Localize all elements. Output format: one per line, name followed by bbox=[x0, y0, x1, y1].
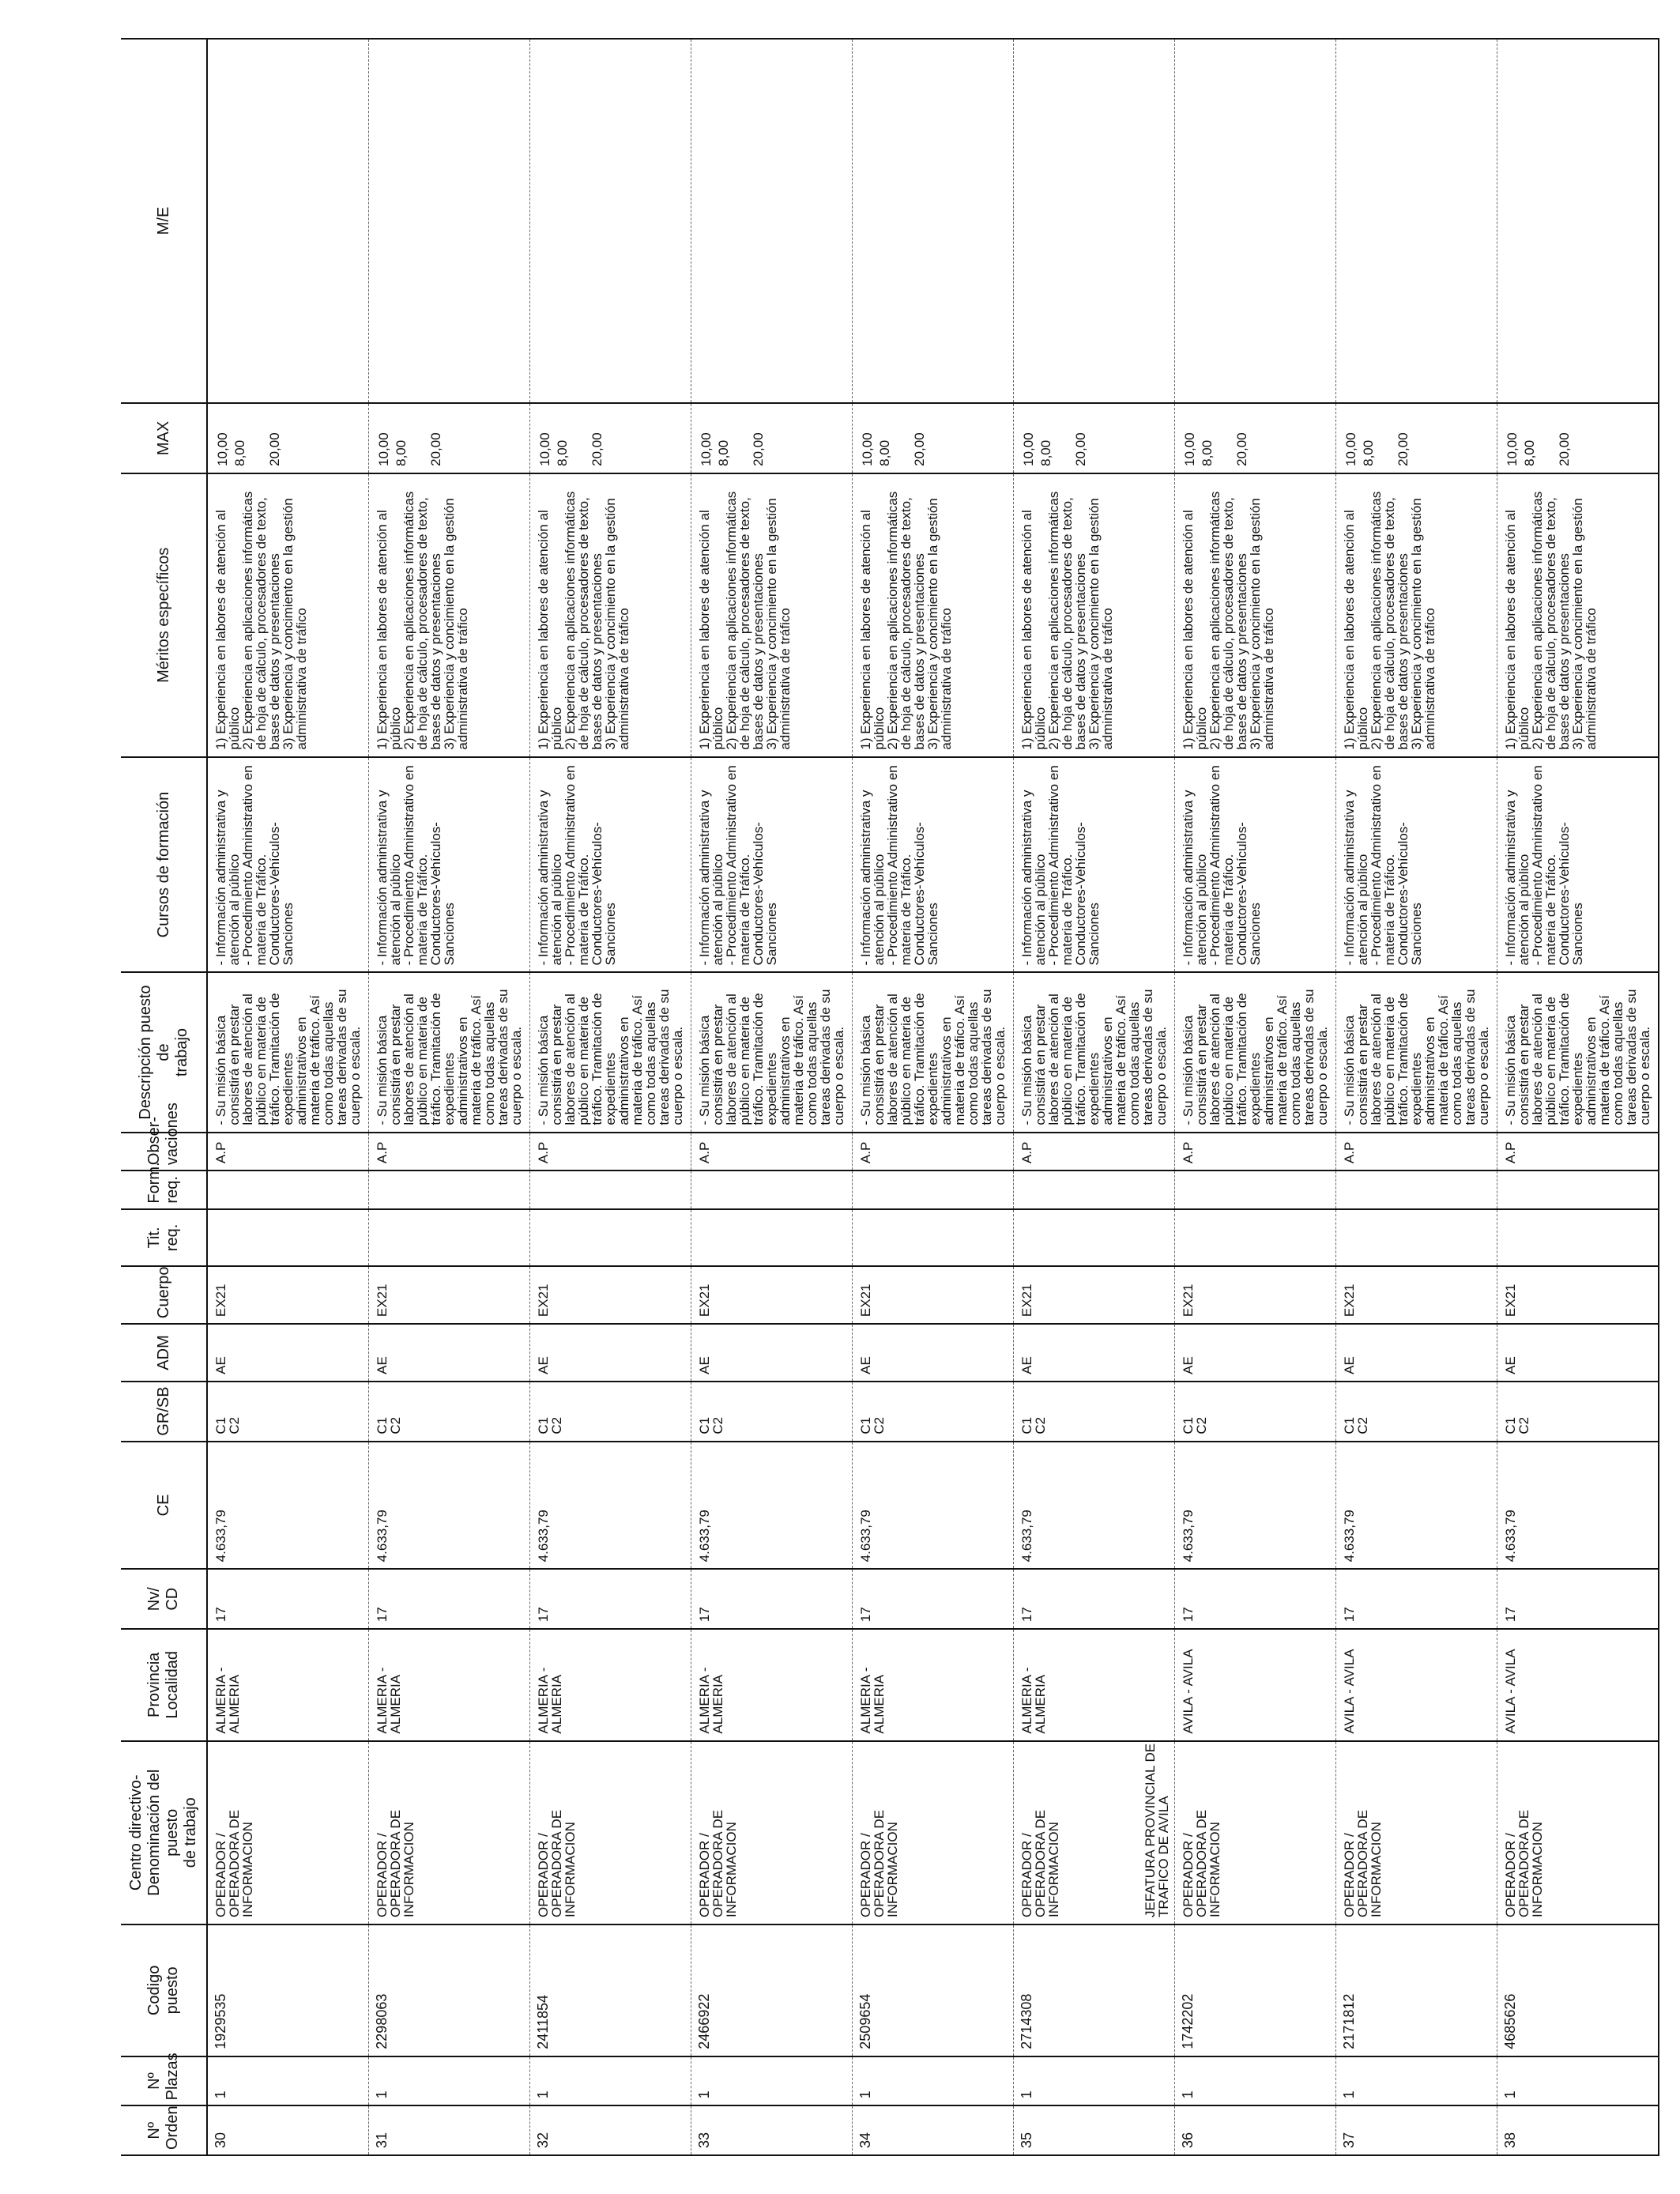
cell-titulacion bbox=[1336, 1209, 1497, 1267]
cell-centro bbox=[1497, 1741, 1659, 1924]
cell-observaciones: A.P bbox=[1175, 1133, 1336, 1171]
cell-cuerpo: EX21 bbox=[207, 1266, 369, 1324]
header-descripcion: Descripción puesto de trabajo bbox=[121, 972, 207, 1132]
cell-observaciones: A.P bbox=[1497, 1133, 1659, 1171]
cell-adm: AE bbox=[1014, 1324, 1175, 1382]
table-row bbox=[691, 39, 853, 2155]
cell-ce: 4.633,79 bbox=[1497, 1442, 1659, 1570]
cell-me bbox=[369, 39, 530, 403]
cell-codigo: 2298063 bbox=[369, 1924, 530, 2056]
header-provincia: Provincia Localidad bbox=[121, 1629, 207, 1740]
cell-provincia: AVILA - AVILA bbox=[1497, 1629, 1659, 1740]
cell-plazas: 1 bbox=[369, 2056, 530, 2106]
cell-codigo: 2714308 bbox=[1014, 1924, 1175, 2056]
cell-cursos: - Información administrativa y atención al público - Procedimiento Administrativo en materia de Tráfico. Conductores-Vehículos-Sanciones bbox=[1497, 757, 1659, 973]
cell-grupo: C1 C2 bbox=[530, 1382, 691, 1442]
cell-provincia: AVILA - AVILA bbox=[1336, 1629, 1497, 1740]
cell-me bbox=[691, 39, 853, 403]
header-adm: ADM bbox=[121, 1324, 207, 1382]
cell-titulacion bbox=[1497, 1209, 1659, 1267]
denominacion-puesto: OPERADOR / OPERADORA DE INFORMACION bbox=[1503, 1809, 1545, 1917]
header-orden: Nº Orden bbox=[121, 2105, 207, 2155]
cell-adm: AE bbox=[530, 1324, 691, 1382]
cell-observaciones: A.P bbox=[853, 1133, 1014, 1171]
cell-centro bbox=[1336, 1741, 1497, 1924]
header-max: MAX bbox=[121, 403, 207, 473]
cell-plazas: 1 bbox=[1014, 2056, 1175, 2106]
denominacion-puesto: OPERADOR / OPERADORA DE INFORMACION bbox=[536, 1809, 578, 1917]
cell-codigo: 1742202 bbox=[1175, 1924, 1336, 2056]
cell-me bbox=[530, 39, 691, 403]
cell-provincia: ALMERIA - ALMERIA bbox=[369, 1629, 530, 1740]
cell-centro bbox=[853, 1741, 1014, 1924]
cell-cursos: - Información administrativa y atención al público - Procedimiento Administrativo en materia de Tráfico. Conductores-Vehículos-Sanciones bbox=[853, 757, 1014, 973]
cell-descripcion: - Su misión básica consistirá en prestar labores de atención al público en materia de tráfico. Tramitación de expedientes administrativos en materia de tráfico. Así como todas aquellas tareas derivadas de su cuerpo o escala. bbox=[530, 972, 691, 1132]
cell-formacion bbox=[1336, 1171, 1497, 1209]
cell-me bbox=[1175, 39, 1336, 403]
cell-max: 10,00 8,00 20,00 bbox=[691, 403, 853, 473]
cell-adm: AE bbox=[1175, 1324, 1336, 1382]
cell-me bbox=[207, 39, 369, 403]
cell-codigo: 2411854 bbox=[530, 1924, 691, 2056]
header-cursos: Cursos de formación bbox=[121, 757, 207, 973]
cell-orden: 32 bbox=[530, 2105, 691, 2155]
cell-ce: 4.633,79 bbox=[207, 1442, 369, 1570]
cell-grupo: C1 C2 bbox=[1497, 1382, 1659, 1442]
cell-provincia: ALMERIA - ALMERIA bbox=[530, 1629, 691, 1740]
header-me: M/E bbox=[121, 39, 207, 403]
cell-codigo: 2509654 bbox=[853, 1924, 1014, 2056]
cell-adm: AE bbox=[1497, 1324, 1659, 1382]
cell-descripcion: - Su misión básica consistirá en prestar labores de atención al público en materia de tráfico. Tramitación de expedientes administrativos en materia de tráfico. Así como todas aquellas tareas derivadas de su cuerpo o escala. bbox=[1336, 972, 1497, 1132]
cell-orden: 37 bbox=[1336, 2105, 1497, 2155]
cell-cursos: - Información administrativa y atención al público - Procedimiento Administrativo en materia de Tráfico. Conductores-Vehículos-Sanciones bbox=[207, 757, 369, 973]
header-plazas: Nº Plazas bbox=[121, 2056, 207, 2106]
cell-max: 10,00 8,00 20,00 bbox=[853, 403, 1014, 473]
table-row bbox=[369, 39, 530, 2155]
cell-codigo: 4685626 bbox=[1497, 1924, 1659, 2056]
cell-codigo: 2171812 bbox=[1336, 1924, 1497, 2056]
denominacion-puesto: OPERADOR / OPERADORA DE INFORMACION bbox=[1181, 1809, 1222, 1917]
cell-nivel: 17 bbox=[1336, 1569, 1497, 1629]
cell-descripcion: - Su misión básica consistirá en prestar labores de atención al público en materia de tráfico. Tramitación de expedientes administrativos en materia de tráfico. Así como todas aquellas tareas derivadas de su cuerpo o escala. bbox=[1175, 972, 1336, 1132]
cell-max: 10,00 8,00 20,00 bbox=[1336, 403, 1497, 473]
cell-cursos: - Información administrativa y atención al público - Procedimiento Administrativo en materia de Tráfico. Conductores-Vehículos-Sanciones bbox=[1336, 757, 1497, 973]
cell-centro bbox=[369, 1741, 530, 1924]
cell-orden: 30 bbox=[207, 2105, 369, 2155]
cell-grupo: C1 C2 bbox=[1175, 1382, 1336, 1442]
cell-centro bbox=[691, 1741, 853, 1924]
table-row bbox=[853, 39, 1014, 2155]
cell-descripcion: - Su misión básica consistirá en prestar labores de atención al público en materia de tráfico. Tramitación de expedientes administrativos en materia de tráfico. Así como todas aquellas tareas derivadas de su cuerpo o escala. bbox=[1497, 972, 1659, 1132]
cell-formacion bbox=[369, 1171, 530, 1209]
cell-cuerpo: EX21 bbox=[530, 1266, 691, 1324]
header-titulacion: Tit. req. bbox=[121, 1209, 207, 1267]
cell-adm: AE bbox=[853, 1324, 1014, 1382]
table-row bbox=[530, 39, 691, 2155]
cell-plazas: 1 bbox=[1336, 2056, 1497, 2106]
cell-grupo: C1 C2 bbox=[853, 1382, 1014, 1442]
cell-orden: 38 bbox=[1497, 2105, 1659, 2155]
cell-nivel: 17 bbox=[1014, 1569, 1175, 1629]
header-ce: CE bbox=[121, 1442, 207, 1570]
cell-max: 10,00 8,00 20,00 bbox=[530, 403, 691, 473]
cell-titulacion bbox=[530, 1209, 691, 1267]
header-observaciones: Obser- vaciones bbox=[121, 1133, 207, 1171]
cell-grupo: C1 C2 bbox=[207, 1382, 369, 1442]
cell-codigo: 1929535 bbox=[207, 1924, 369, 2056]
cell-provincia: AVILA - AVILA bbox=[1175, 1629, 1336, 1740]
cell-nivel: 17 bbox=[691, 1569, 853, 1629]
cell-descripcion: - Su misión básica consistirá en prestar labores de atención al público en materia de tráfico. Tramitación de expedientes administrativos en materia de tráfico. Así como todas aquellas tareas derivadas de su cuerpo o escala. bbox=[207, 972, 369, 1132]
header-centro: Centro directivo- Denominación del puesto de trabajo bbox=[121, 1741, 207, 1924]
cell-me bbox=[1014, 39, 1175, 403]
cell-formacion bbox=[530, 1171, 691, 1209]
cell-plazas: 1 bbox=[530, 2056, 691, 2106]
cell-cuerpo: EX21 bbox=[1014, 1266, 1175, 1324]
cell-meritos: 1) Experiencia en labores de atención al público 2) Experiencia en aplicaciones informáticas de hoja de cálculo, procesadores de texto, bases de datos y presentaciones 3) Experiencia y concimiento en la gestión administrativa de tráfico bbox=[1175, 473, 1336, 757]
cell-meritos: 1) Experiencia en labores de atención al público 2) Experiencia en aplicaciones informáticas de hoja de cálculo, procesadores de texto, bases de datos y presentaciones 3) Experiencia y concimiento en la gestión administrativa de tráfico bbox=[1336, 473, 1497, 757]
cell-adm: AE bbox=[691, 1324, 853, 1382]
cell-meritos: 1) Experiencia en labores de atención al público 2) Experiencia en aplicaciones informáticas de hoja de cálculo, procesadores de texto, bases de datos y presentaciones 3) Experiencia y concimiento en la gestión administrativa de tráfico bbox=[853, 473, 1014, 757]
denominacion-puesto: OPERADOR / OPERADORA DE INFORMACION bbox=[1342, 1809, 1384, 1917]
cell-titulacion bbox=[691, 1209, 853, 1267]
cell-max: 10,00 8,00 20,00 bbox=[1497, 403, 1659, 473]
cell-orden: 31 bbox=[369, 2105, 530, 2155]
cell-cuerpo: EX21 bbox=[1175, 1266, 1336, 1324]
cell-plazas: 1 bbox=[853, 2056, 1014, 2106]
cell-nivel: 17 bbox=[853, 1569, 1014, 1629]
cell-orden: 33 bbox=[691, 2105, 853, 2155]
cell-formacion bbox=[1175, 1171, 1336, 1209]
cell-observaciones: A.P bbox=[369, 1133, 530, 1171]
cell-cursos: - Información administrativa y atención al público - Procedimiento Administrativo en materia de Tráfico. Conductores-Vehículos-Sanciones bbox=[1175, 757, 1336, 973]
header-cuerpo: Cuerpo bbox=[121, 1266, 207, 1324]
cell-descripcion: - Su misión básica consistirá en prestar labores de atención al público en materia de tráfico. Tramitación de expedientes administrativos en materia de tráfico. Así como todas aquellas tareas derivadas de su cuerpo o escala. bbox=[691, 972, 853, 1132]
table-body bbox=[207, 39, 1659, 2155]
denominacion-puesto: OPERADOR / OPERADORA DE INFORMACION bbox=[375, 1809, 416, 1917]
cell-orden: 36 bbox=[1175, 2105, 1336, 2155]
cell-nivel: 17 bbox=[369, 1569, 530, 1629]
cell-ce: 4.633,79 bbox=[853, 1442, 1014, 1570]
cell-ce: 4.633,79 bbox=[530, 1442, 691, 1570]
cell-ce: 4.633,79 bbox=[369, 1442, 530, 1570]
cell-nivel: 17 bbox=[530, 1569, 691, 1629]
cell-observaciones: A.P bbox=[1336, 1133, 1497, 1171]
cell-codigo: 2466922 bbox=[691, 1924, 853, 2056]
cell-cursos: - Información administrativa y atención al público - Procedimiento Administrativo en materia de Tráfico. Conductores-Vehículos-Sanciones bbox=[530, 757, 691, 973]
job-positions-table bbox=[121, 38, 1659, 2156]
cell-titulacion bbox=[207, 1209, 369, 1267]
cell-cuerpo: EX21 bbox=[1336, 1266, 1497, 1324]
cell-me bbox=[1497, 39, 1659, 403]
cell-formacion bbox=[1497, 1171, 1659, 1209]
cell-cursos: - Información administrativa y atención al público - Procedimiento Administrativo en materia de Tráfico. Conductores-Vehículos-Sanciones bbox=[1014, 757, 1175, 973]
cell-adm: AE bbox=[207, 1324, 369, 1382]
cell-grupo: C1 C2 bbox=[1014, 1382, 1175, 1442]
table-row bbox=[1336, 39, 1497, 2155]
cell-plazas: 1 bbox=[1497, 2056, 1659, 2106]
cell-grupo: C1 C2 bbox=[691, 1382, 853, 1442]
header-nivel: Nv/ CD bbox=[121, 1569, 207, 1629]
cell-meritos: 1) Experiencia en labores de atención al público 2) Experiencia en aplicaciones informáticas de hoja de cálculo, procesadores de texto, bases de datos y presentaciones 3) Experiencia y concimiento en la gestión administrativa de tráfico bbox=[1014, 473, 1175, 757]
header-meritos: Méritos específicos bbox=[121, 473, 207, 757]
cell-formacion bbox=[853, 1171, 1014, 1209]
cell-descripcion: - Su misión básica consistirá en prestar labores de atención al público en materia de tráfico. Tramitación de expedientes administrativos en materia de tráfico. Así como todas aquellas tareas derivadas de su cuerpo o escala. bbox=[1014, 972, 1175, 1132]
cell-titulacion bbox=[853, 1209, 1014, 1267]
cell-ce: 4.633,79 bbox=[1175, 1442, 1336, 1570]
header-codigo: Codigo puesto bbox=[121, 1924, 207, 2056]
header-formacion: Form. req. bbox=[121, 1171, 207, 1209]
cell-ce: 4.633,79 bbox=[691, 1442, 853, 1570]
cell-max: 10,00 8,00 20,00 bbox=[369, 403, 530, 473]
cell-observaciones: A.P bbox=[1014, 1133, 1175, 1171]
cell-nivel: 17 bbox=[1175, 1569, 1336, 1629]
centro-directivo-heading: JEFATURA PROVINCIAL DE TRAFICO DE AVILA bbox=[1143, 1743, 1171, 1917]
cell-adm: AE bbox=[369, 1324, 530, 1382]
cell-max: 10,00 8,00 20,00 bbox=[1175, 403, 1336, 473]
table-row bbox=[1497, 39, 1659, 2155]
cell-provincia: ALMERIA - ALMERIA bbox=[691, 1629, 853, 1740]
cell-orden: 34 bbox=[853, 2105, 1014, 2155]
cell-ce: 4.633,79 bbox=[1336, 1442, 1497, 1570]
cell-max: 10,00 8,00 20,00 bbox=[1014, 403, 1175, 473]
cell-meritos: 1) Experiencia en labores de atención al público 2) Experiencia en aplicaciones informáticas de hoja de cálculo, procesadores de texto, bases de datos y presentaciones 3) Experiencia y concimiento en la gestión administrativa de tráfico bbox=[691, 473, 853, 757]
table-row bbox=[1175, 39, 1336, 2155]
cell-cuerpo: EX21 bbox=[369, 1266, 530, 1324]
table-row bbox=[207, 39, 369, 2155]
cell-meritos: 1) Experiencia en labores de atención al público 2) Experiencia en aplicaciones informáticas de hoja de cálculo, procesadores de texto, bases de datos y presentaciones 3) Experiencia y concimiento en la gestión administrativa de tráfico bbox=[207, 473, 369, 757]
cell-orden: 35 bbox=[1014, 2105, 1175, 2155]
cell-ce: 4.633,79 bbox=[1014, 1442, 1175, 1570]
cell-observaciones: A.P bbox=[530, 1133, 691, 1171]
cell-nivel: 17 bbox=[207, 1569, 369, 1629]
cell-titulacion bbox=[369, 1209, 530, 1267]
cell-cuerpo: EX21 bbox=[691, 1266, 853, 1324]
cell-titulacion bbox=[1014, 1209, 1175, 1267]
cell-descripcion: - Su misión básica consistirá en prestar labores de atención al público en materia de tráfico. Tramitación de expedientes administrativos en materia de tráfico. Así como todas aquellas tareas derivadas de su cuerpo o escala. bbox=[853, 972, 1014, 1132]
denominacion-puesto: OPERADOR / OPERADORA DE INFORMACION bbox=[213, 1809, 255, 1917]
cell-nivel: 17 bbox=[1497, 1569, 1659, 1629]
cell-centro bbox=[1143, 1741, 1336, 1924]
cell-cursos: - Información administrativa y atención al público - Procedimiento Administrativo en materia de Tráfico. Conductores-Vehículos-Sanciones bbox=[369, 757, 530, 973]
cell-descripcion: - Su misión básica consistirá en prestar labores de atención al público en materia de tráfico. Tramitación de expedientes administrativos en materia de tráfico. Así como todas aquellas tareas derivadas de su cuerpo o escala. bbox=[369, 972, 530, 1132]
cell-observaciones: A.P bbox=[207, 1133, 369, 1171]
cell-meritos: 1) Experiencia en labores de atención al público 2) Experiencia en aplicaciones informáticas de hoja de cálculo, procesadores de texto, bases de datos y presentaciones 3) Experiencia y concimiento en la gestión administrativa de tráfico bbox=[369, 473, 530, 757]
cell-cuerpo: EX21 bbox=[1497, 1266, 1659, 1324]
denominacion-puesto: OPERADOR / OPERADORA DE INFORMACION bbox=[858, 1809, 900, 1917]
denominacion-puesto: OPERADOR / OPERADORA DE INFORMACION bbox=[697, 1809, 739, 1917]
cell-plazas: 1 bbox=[1175, 2056, 1336, 2106]
cell-me bbox=[1336, 39, 1497, 403]
rotated-document-page bbox=[121, 38, 1652, 2156]
cell-plazas: 1 bbox=[691, 2056, 853, 2106]
cell-formacion bbox=[207, 1171, 369, 1209]
cell-provincia: ALMERIA - ALMERIA bbox=[207, 1629, 369, 1740]
cell-cursos: - Información administrativa y atención al público - Procedimiento Administrativo en materia de Tráfico. Conductores-Vehículos-Sanciones bbox=[691, 757, 853, 973]
cell-grupo: C1 C2 bbox=[369, 1382, 530, 1442]
cell-titulacion bbox=[1175, 1209, 1336, 1267]
table-header-row bbox=[121, 39, 207, 2155]
cell-max: 10,00 8,00 20,00 bbox=[207, 403, 369, 473]
cell-grupo: C1 C2 bbox=[1336, 1382, 1497, 1442]
cell-observaciones: A.P bbox=[691, 1133, 853, 1171]
cell-centro bbox=[207, 1741, 369, 1924]
cell-formacion bbox=[691, 1171, 853, 1209]
cell-meritos: 1) Experiencia en labores de atención al público 2) Experiencia en aplicaciones informáticas de hoja de cálculo, procesadores de texto, bases de datos y presentaciones 3) Experiencia y concimiento en la gestión administrativa de tráfico bbox=[530, 473, 691, 757]
cell-cuerpo: EX21 bbox=[853, 1266, 1014, 1324]
cell-plazas: 1 bbox=[207, 2056, 369, 2106]
cell-formacion bbox=[1014, 1171, 1175, 1209]
cell-meritos: 1) Experiencia en labores de atención al público 2) Experiencia en aplicaciones informáticas de hoja de cálculo, procesadores de texto, bases de datos y presentaciones 3) Experiencia y concimiento en la gestión administrativa de tráfico bbox=[1497, 473, 1659, 757]
cell-provincia: ALMERIA - ALMERIA bbox=[1014, 1629, 1175, 1740]
denominacion-puesto: OPERADOR / OPERADORA DE INFORMACION bbox=[1019, 1809, 1061, 1917]
header-grupo: GR/SB bbox=[121, 1382, 207, 1442]
cell-me bbox=[853, 39, 1014, 403]
cell-adm: AE bbox=[1336, 1324, 1497, 1382]
cell-centro bbox=[530, 1741, 691, 1924]
cell-provincia: ALMERIA - ALMERIA bbox=[853, 1629, 1014, 1740]
